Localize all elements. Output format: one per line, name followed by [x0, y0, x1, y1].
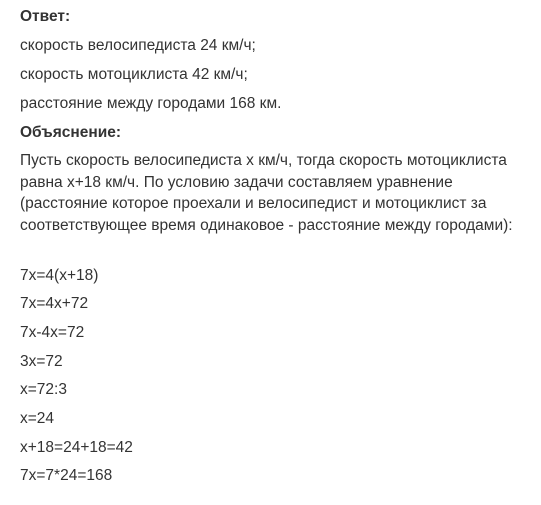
answer-line-distance: расстояние между городами 168 км. [20, 95, 282, 112]
answer-heading: Ответ: [20, 8, 71, 25]
equation-step: x=24 [20, 410, 55, 427]
answer-line-cyclist-speed: скорость велосипедиста 24 км/ч; [20, 37, 256, 54]
explanation-paragraph: Пусть скорость велосипедиста х км/ч, тогда скорость мотоциклиста равна х+18 км/ч. По условию задачи составляем уравнение (расстояние которое проехали и велосипедист и мотоциклист за соответствующее время одинаковое - расстояние между городами): [20, 152, 513, 234]
answer-line-motorcyclist-speed: скорость мотоциклиста 42 км/ч; [20, 66, 248, 83]
equation-step: x=72:3 [20, 381, 67, 398]
equation-step: 7x=4(x+18) [20, 267, 99, 284]
equation-step: 3x=72 [20, 353, 63, 370]
explanation-heading: Объяснение: [20, 124, 122, 141]
equation-step: 7x=4x+72 [20, 295, 89, 312]
equation-step: 7x-4x=72 [20, 324, 85, 341]
equation-step: x+18=24+18=42 [20, 439, 133, 456]
equation-step: 7x=7*24=168 [20, 467, 113, 484]
